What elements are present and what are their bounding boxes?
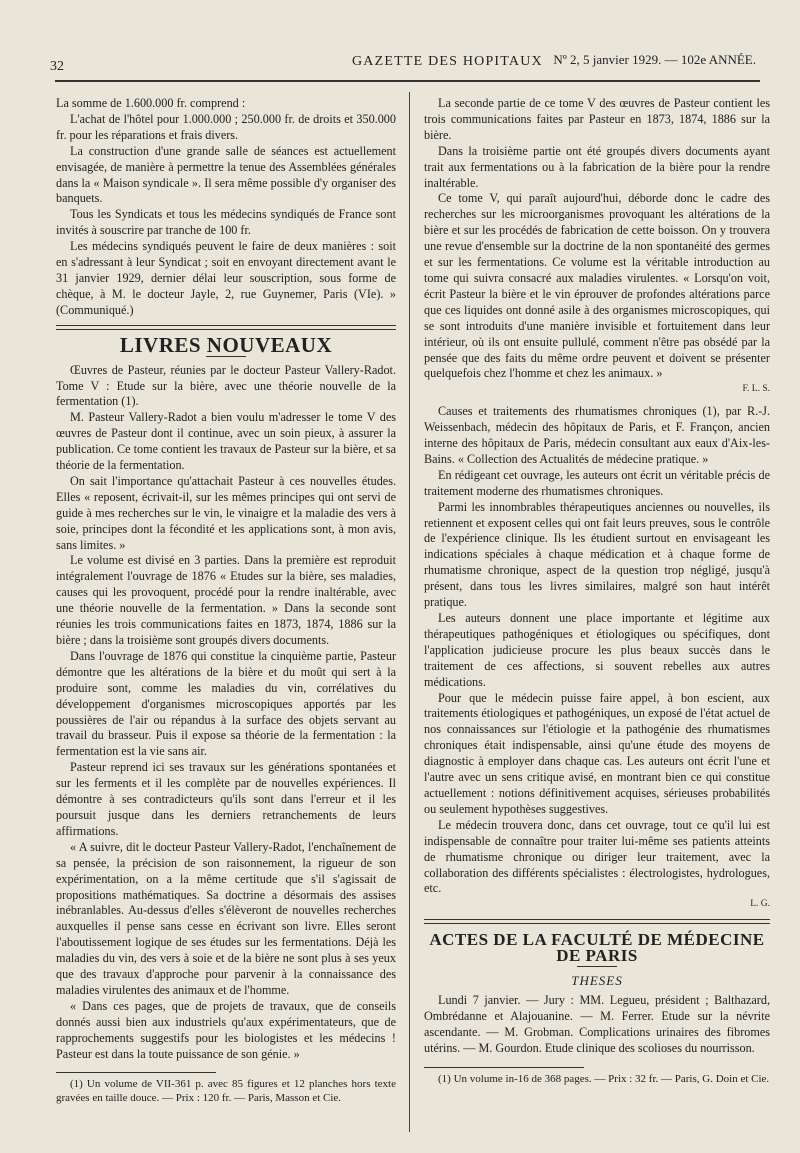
paragraph: Dans la troisième partie ont été groupés divers documents ayant trait aux fermentations ou à la fabrication de la bière pour la rendre inaltérable.	[424, 143, 770, 190]
paragraph: Parmi les innombrables thérapeutiques anciennes ou nouvelles, ils retiennent et exposent celles qui ont fait leurs preuves, sous le contrôle de l'expérience clinique. Ils les étudient surtout en envisageant les indications spéciales à chaque médication et à chaque forme de rhumatisme chronique, aspect de la question trop négligé, jusqu'à présent, dans tous les livres similaires, malgré son haut intérêt pratique.	[424, 499, 770, 610]
section-title: LIVRES NOUVEAUX	[119, 332, 333, 357]
header-rule	[55, 80, 760, 82]
paragraph: Dans l'ouvrage de 1876 qui constitue la cinquième partie, Pasteur démontre que les altérations de la bière et du moût qui sert à la produire sont, comme les maladies du vin, corrélatives du développement d'organismes microscopiques apportés par les poussières de l'air ou répandus à la surface des objets servant au travail du brasseur. Puis il expose sa théorie de la fermentation : la fermentation est la vie sans air.	[56, 648, 396, 759]
paragraph: Les médecins syndiqués peuvent le faire de deux manières : soit en s'adressant à leur Syndicat ; soit en envoyant directement avant le 31 janvier 1929, dernier délai leur souscription, sous forme de chèque, à M. le docteur Jayle, 2, rue Guynemer, Paris (VIe). » (Communiqué.)	[56, 239, 396, 317]
paragraph: « Dans ces pages, que de projets de travaux, que de conseils donnés aussi bien aux industriels qu'aux expérimentateurs, que de rapprochements suggestifs pour les biologistes et les médecins ! Pasteur est dans la toute puissance de son génie. »	[56, 998, 396, 1061]
right-column	[424, 96, 770, 1086]
footnote-rule	[424, 1067, 584, 1068]
paragraph: La construction d'une grande salle de séances est actuellement envisagée, de manière à permettre la tenue des Assemblées générales dans la « Maison syndicale ». Il sera même possible d'y organiser des banquets.	[56, 143, 396, 206]
paragraph: En rédigeant cet ouvrage, les auteurs ont écrit un véritable précis de traitement moderne des rhumatismes chroniques.	[424, 467, 770, 498]
paragraph: Le volume est divisé en 3 parties. Dans la première est reproduit intégralement l'ouvrage de 1876 « Etudes sur la bière, ses maladies, causes qui les provoquent, procédé pour la rendre inaltérable, avec une théorie nouvelle de la fermentation. » Dans la seconde sont réunies les trois communications faites en 1873, 1874, 1886 sur la bière ; dans la troisième sont groupés divers documents.	[56, 553, 396, 647]
paragraph: La somme de 1.600.000 fr. comprend :	[56, 96, 246, 110]
footnote-rule	[56, 1072, 216, 1073]
left-column	[56, 96, 396, 1105]
theses-listing: Lundi 7 janvier. — Jury : MM. Legueu, président ; Balthazard, Ombrédanne et Alajouanine. — M. Ferrer. Etude sur la névrite ascendante. — M. Grobman. Complications urinaires des fibromes utérins. — M. Gourdon. Etude clinique des scolioses du nourrisson.	[424, 992, 770, 1055]
masthead-title: GAZETTE DES HOPITAUX	[352, 54, 543, 69]
paragraph: Les auteurs donnent une place importante et légitime aux thérapeutiques pathogéniques et étiologiques ou spécifiques, dont l'application judicieuse procure les plus beaux succès dans le traitement de ces affections, si souvent rebelles aux autres médications.	[424, 611, 770, 689]
page-number: 32	[50, 59, 64, 74]
page-header	[40, 50, 770, 76]
paragraph: Pour que le médecin puisse faire appel, à bon escient, aux traitements étiologiques et pathogéniques, un exposé de l'état actuel de nos connaissances sur l'étiologie et la pathogénie des rhumatismes chroniques était indispensable, ainsi qu'une étude des moyens de diagnostic à employer dans chaque cas. Les auteurs ont écrit l'une et l'autre avec un sens critique avisé, en montrant bien ce qui constitue actuellement : notions définitivement acquises, sérieuses probabilités ou seulement hypothèses suggestives.	[424, 690, 770, 816]
book-reference: Œuvres de Pasteur, réunies par le docteur Pasteur Vallery-Radot. Tome V : Etude sur la bière, avec une théorie nouvelle de la fermentation (1).	[56, 362, 396, 409]
paragraph: On sait l'importance qu'attachait Pasteur à ces nouvelles études. Elles « reposent, écrivait-il, sur les mêmes principes qui ont servi de guide à mes recherches sur le vin, le vinaigre et la maladie des vers à soie, principes dont la fécondité et les applications sont, à mon avis, sans limites. »	[56, 473, 396, 552]
paragraph: « A suivre, dit le docteur Pasteur Vallery-Radot, l'enchaînement de sa pensée, la précision de son raisonnement, la rigueur de son expérimentation, on a la même certitude que s'il s'agissait de propositions mathématiques. Sa doctrine a désormais des assises inébranlables. Au-dessus d'elles s'élèveront de nouvelles recherches auxquelles il pense sans cesse en écrivant son livre. Elles seront l'aboutissement logique de ses études sur les fermentations. Déjà les maladies du vin, des vers à soie et de la bière ne sont plus à ses yeux que des travaux d'approche pour parvenir à la connaissance des maladies virulentes des animaux et de l'homme.	[56, 839, 396, 997]
issue-info: Nº 2, 5 janvier 1929. — 102e ANNÉE.	[553, 52, 756, 67]
footnote: (1) Un volume in-16 de 368 pages. — Prix : 32 fr. — Paris, G. Doin et Cie.	[438, 1072, 770, 1085]
paragraph: M. Pasteur Vallery-Radot a bien voulu m'adresser le tome V des œuvres de Pasteur dont il continue, avec un soin pieux, à assurer la publication. Ce tome contient les travaux de Pasteur sur la bière, et sa théorie de la fermentation.	[56, 410, 396, 473]
paragraph: Le médecin trouvera donc, dans cet ouvrage, tout ce qu'il lui est indispensable de connaître pour traiter lui-même ses patients atteints de rhumatisme chronique ou diriger leur traitement, avec la collaboration des différents spécialistes : électrologistes, hydrologues, etc.	[424, 817, 770, 896]
title-dash	[577, 966, 617, 967]
column-divider	[409, 92, 410, 1132]
paragraph: L'achat de l'hôtel pour 1.000.000 ; 250.000 fr. de droits et 350.000 fr. pour les réparations et frais divers.	[56, 111, 396, 142]
section-title: ACTES DE LA FACULTÉ DE MÉDECINE DE PARIS	[429, 930, 765, 966]
paragraph: Pasteur reprend ici ses travaux sur les générations spontanées et sur les ferments et il les complète par de nouvelles expériences. Il démontre à ses contradicteurs qu'ils sont dans l'erreur et il les poursuit jusque dans les derniers retranchements de leurs affirmations.	[56, 760, 396, 838]
section-separator	[424, 919, 770, 924]
paragraph: Ce tome V, qui paraît aujourd'hui, déborde donc le cadre des recherches sur les microorganismes provoquant les altérations de la bière et sur les procédés de fabrication de cette boisson. On y trouvera une revue d'ensemble sur la doctrine de la non spontanéité des germes et sur les fermentations. Ce volume est la véritable introduction au tome qui suivra consacré aux maladies virulentes. « Lorsqu'on voit, écrit Pasteur la bière et le vin éprouver de profondes altérations parce que ces liquides ont donné asile à des organismes microscopiques, qui se sont introduits d'une manière invisible et fortuitement dans leur intérieur, où ils ont ensuite pullulé, comment n'être pas obsédé par la pensée que des faits du même ordre peuvent et doivent se présenter quelquefois chez l'homme et chez les animaux. »	[424, 191, 770, 381]
signature: L. G.	[750, 899, 770, 910]
subsection-title: THESES	[571, 973, 623, 989]
footnote: (1) Un volume de VII-361 p. avec 85 figures et 12 planches hors texte gravées en taille douce. — Prix : 120 fr. — Paris, Masson et Cie.	[56, 1078, 396, 1105]
paragraph: La seconde partie de ce tome V des œuvres de Pasteur contient les trois communications faites par Pasteur en 1873, 1874, 1886 sur la bière.	[424, 96, 770, 142]
signature: F. L. S.	[742, 384, 770, 395]
paragraph: Tous les Syndicats et tous les médecins syndiqués de France sont invités à souscrire par tranche de 100 fr.	[56, 207, 396, 238]
book-reference: Causes et traitements des rhumatismes chroniques (1), par R.-J. Weissenbach, médecin des hôpitaux de Paris, et F. Françon, ancien interne des hôpitaux de Paris, médecin consultant aux eaux d'Aix-les-Bains. « Collection des Actualités de médecine pratique. »	[424, 404, 770, 466]
section-separator	[56, 325, 396, 330]
